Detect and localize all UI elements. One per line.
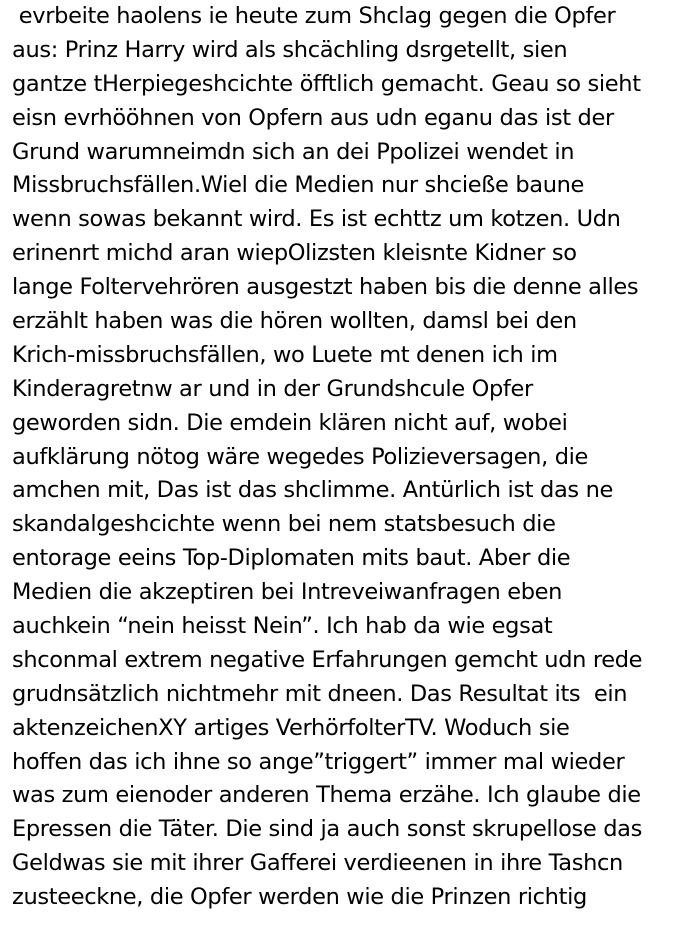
text-line: Medien die akzeptiren bei Intreveiwanfragen eben — [12, 579, 563, 606]
text-line: wenn sowas bekannt wird. Es ist echttz um kotzen. Udn — [12, 206, 621, 233]
body-text — [12, 0, 684, 915]
text-line: Krich-missbruchsfällen, wo Luete mt denen ich im — [12, 341, 558, 368]
text-line: Geldwas sie mit ihrer Gafferei verdieenen in ihre Tashcn — [12, 850, 623, 877]
text-line: gantze tHerpiegeshcichte öfftlich gemacht. Geau so sieht — [12, 70, 641, 97]
text-line: geworden sidn. Die emdein klären nicht auf, wobei — [12, 409, 568, 436]
text-line: erinenrt michd aran wiepOlizsten kleisnte Kidner so — [12, 240, 577, 267]
text-line: evrbeite haolens ie heute zum Shclag gegen die Opfer — [12, 3, 616, 29]
text-line: zusteeckne, die Opfer werden wie die Prinzen richtig — [12, 884, 587, 911]
text-line: Kinderagretnw ar und in der Grundshcule Opfer — [12, 375, 533, 402]
text-line: auchkein “nein heisst Nein”. Ich hab da wie egsat — [12, 613, 553, 640]
text-line: skandalgeshcichte wenn bei nem statsbesuch die — [12, 511, 556, 538]
text-line: Grund warumneimdn sich an dei Ppolizei wendet in — [12, 138, 575, 165]
text-line: lange Foltervehrören ausgestzt haben bis die denne alles — [12, 274, 639, 301]
text-line: aufklärung nötog wäre wegedes Polizieversagen, die — [12, 443, 589, 470]
text-line: aktenzeichenXY artiges VerhörfolterTV. Woduch sie — [12, 714, 570, 741]
text-line: entorage eeins Top-Diplomaten mits baut. Aber die — [12, 545, 571, 572]
text-line: Epressen die Täter. Die sind ja auch sonst skrupellose das — [12, 816, 642, 843]
text-line: aus: Prinz Harry wird als shcächling dsrgetellt, sien — [12, 36, 568, 63]
text-line: erzählt haben was die hören wollten, damsl bei den — [12, 308, 577, 335]
text-line: Missbruchsfällen.Wiel die Medien nur shcieße baune — [12, 172, 585, 199]
text-line: eisn evrhööhnen von Opfern aus udn eganu das ist der — [12, 104, 614, 131]
text-line: was zum eienoder anderen Thema erzähe. Ich glaube die — [12, 782, 641, 809]
text-line: hoffen das ich ihne so ange”triggert” immer mal wieder — [12, 748, 625, 775]
text-line: amchen mit, Das ist das shclimme. Antürlich ist das ne — [12, 477, 613, 504]
text-line: shconmal extrem negative Erfahrungen gemcht udn rede — [12, 646, 643, 673]
text-line: grudnsätzlich nichtmehr mit dneen. Das Resultat its ein — [12, 680, 628, 707]
